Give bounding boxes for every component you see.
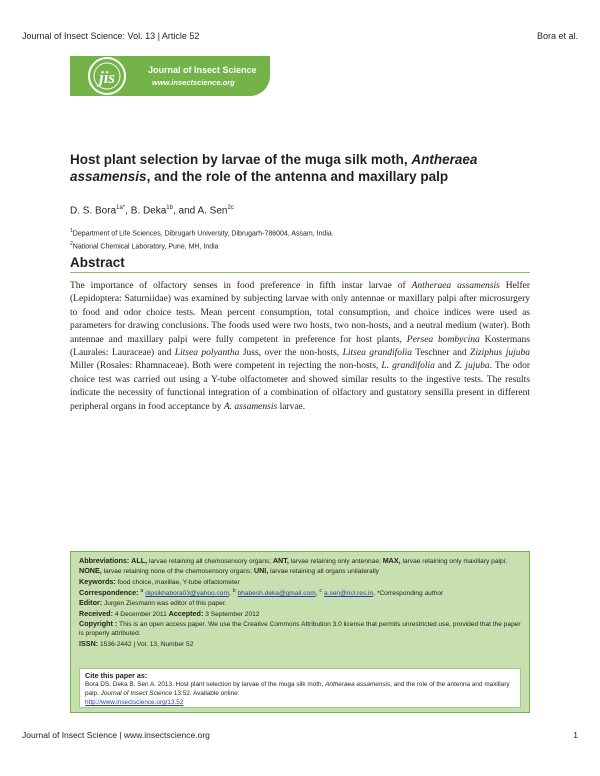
author-list: D. S. Bora$^{1a*}$, B. Deka$^{1b}$, and A. Sen$^{2c}$ xyxy=(70,205,234,217)
author-sup: 1a* xyxy=(116,205,126,211)
citation-text: Bora DS, Deka B, Sen A. 2013. Host plant selection by larvae of the muga silk moth, Antheraea assamensis, and the role of the antenna and maxillary palp. Journal of Insect Science 13:52. Available online: xyxy=(85,681,510,697)
email-link[interactable]: a.sen@ncl.res.in xyxy=(323,590,374,598)
author-sup: 1b xyxy=(166,205,173,211)
footer-journal: Journal of Insect Science | www.insectscience.org xyxy=(22,730,210,740)
issn: ISSN: 1536-2442 | Vol. 13, Number 52 xyxy=(79,638,194,648)
title-part-1: Host plant selection by larvae of the muga silk moth, xyxy=(70,152,412,167)
correspondence: Correspondence: $^a$ dipsikhabora03@yahoo.com, $^b$ bhabesh.deka@gmail.com, $^c$ a.sen@ncl.res.in, *Corresponding author xyxy=(79,587,444,598)
article-info-box xyxy=(70,551,530,713)
journal-banner xyxy=(70,56,270,96)
author-name: B. Deka xyxy=(130,205,167,217)
abbreviations: Abbreviations: ALL, larvae retaining all chemosensory organs; ANT, larvae retaining only antennae; MAX, larvae retaining only maxillary palpi; NONE, larvae retaining none of the chemosensory organs; UNI, larvae retaining all organs unilaterally xyxy=(79,556,507,576)
page-footer xyxy=(22,730,578,742)
citation-heading: Cite this paper as: xyxy=(85,671,148,680)
banner-url[interactable]: www.insectscience.org xyxy=(152,78,235,87)
short-author: Bora et al. xyxy=(536,31,578,41)
paper-title xyxy=(70,151,530,185)
journal-citation: Journal of Insect Science: Vol. 13 | Article 52 xyxy=(22,31,200,41)
abstract-heading: Abstract xyxy=(70,255,125,270)
affiliation-1: $^1$Department of Life Sciences, Dibrugarh University, Dibrugarh-786004, Assam, India. xyxy=(70,228,334,238)
email-link[interactable]: bhabesh.deka@gmail.com xyxy=(237,590,316,598)
abstract-divider xyxy=(70,272,530,273)
running-header xyxy=(22,31,578,45)
logo-letters: jis xyxy=(98,68,116,87)
abstract-body: The importance of olfactory senses in food preference in fifth instar larvae of Antheraea assamensis Helfer (Lepidoptera: Saturniidae) was examined by subjecting larvae with only antennae or maxillary palpi after microsurgery to food and odor choice tests. Mean percent consumption, total consumption, and choice indices were used as parameters for drawing conclusions. The foods used were two hosts, two non-hosts, and a neutral medium (water). Both antennae and maxillary palpi were fully competent in preference for host plants, Persea bombycina Kostermans (Laurales: Lauraceae) and Litsea polyantha Juss, over the non-hosts, Litsea grandifolia Teschner and Ziziphus jujuba Miller (Rosales: Rhamnaceae). Both were competent in rejecting the non-hosts, L. grandifolia and Z. jujuba. The odor choice test was carried out using a Y-tube olfactometer and showed similar results to the ingestive tests. The results indicate the necessity of functional integration of a combination of olfactory and gustatory sensilla present in different peripheral organs in food acceptance by A. assamensis larvae. xyxy=(70,281,531,412)
banner-journal-name: Journal of Insect Science xyxy=(148,65,257,75)
journal-logo-icon xyxy=(86,50,128,100)
dates: Received: 4 December 2011 Accepted: 3 September 2012 xyxy=(79,608,260,618)
affiliations xyxy=(70,226,334,253)
citation-box xyxy=(79,668,521,708)
author-sup: 2c xyxy=(227,205,234,211)
author-name: A. Sen xyxy=(197,205,228,217)
editor: Editor: Jurgen Ziesmann was editor of this paper. xyxy=(79,598,227,608)
keywords: Keywords: food choice, maxillae, Y-tube olfactometer xyxy=(79,576,240,586)
copyright: Copyright : This is an open access paper. We use the Creative Commons Attribution 3.0 license that permits unrestricted use, provided that the paper is properly attributed. xyxy=(79,618,521,638)
author-name: D. S. Bora xyxy=(70,205,117,217)
title-part-2: , and the role of the antenna and maxillary palp xyxy=(146,169,449,184)
page-number: 1 xyxy=(573,730,578,740)
affiliation-2: $^2$National Chemical Laboratory, Pune, MH, India xyxy=(70,241,219,251)
title-species: Antheraea assamensis xyxy=(70,152,478,184)
email-link[interactable]: dipsikhabora03@yahoo.com xyxy=(145,590,229,598)
citation-url-link[interactable]: http://www.insectscience.org/13.52 xyxy=(85,699,184,706)
